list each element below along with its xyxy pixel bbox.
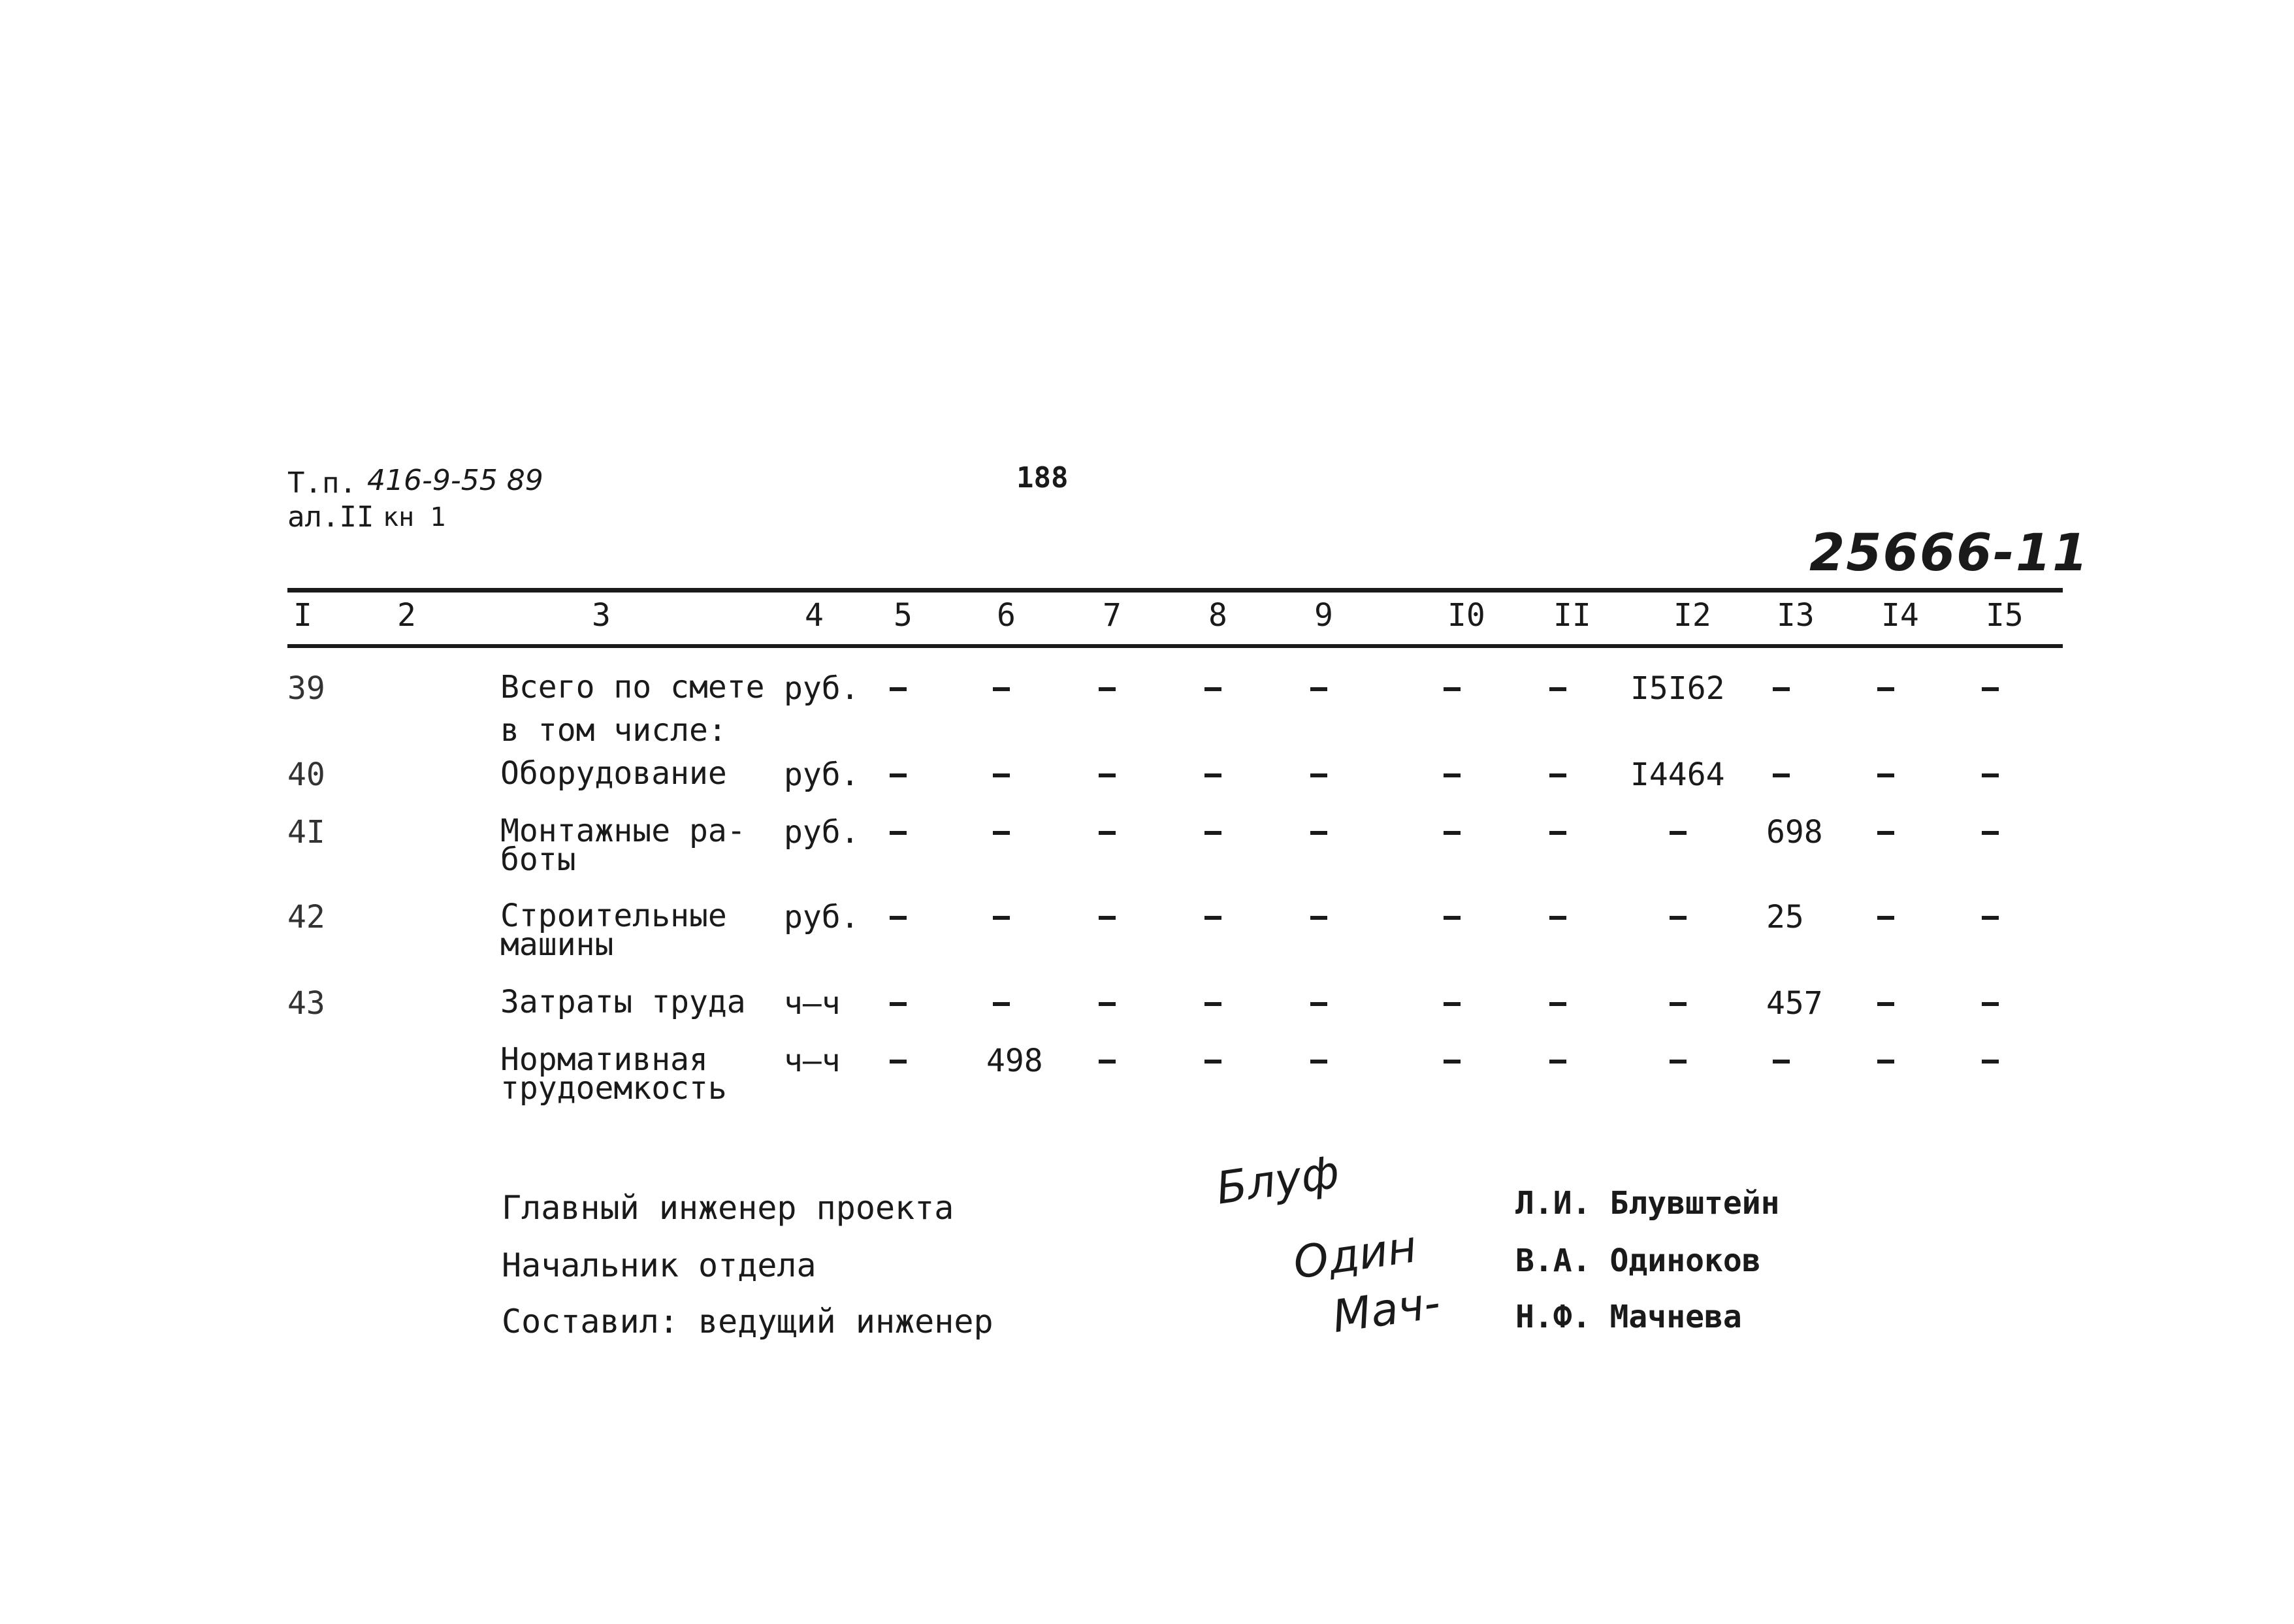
row-unit: ч–ч — [784, 1043, 841, 1079]
row-description: Затраты труда — [500, 984, 746, 1020]
empty-cell-dash — [1204, 1002, 1221, 1006]
column-number-12: I2 — [1673, 597, 1711, 634]
signatory-name: Л.И. Блувштейн — [1515, 1185, 1780, 1222]
row-number: 42 — [287, 899, 325, 935]
empty-cell-dash — [1877, 1002, 1894, 1006]
row-description: боты — [500, 841, 576, 878]
album-book: кн 1 — [383, 502, 446, 532]
signatory-role: Составил: ведущий инженер — [502, 1303, 994, 1340]
handwritten-signature: Блуф — [1213, 1146, 1343, 1215]
empty-cell-dash — [1204, 1060, 1221, 1064]
empty-cell-dash — [1549, 773, 1566, 777]
empty-cell-dash — [1982, 1002, 1999, 1006]
empty-cell-dash — [1982, 773, 1999, 777]
column-number-3: 3 — [592, 597, 611, 634]
empty-cell-dash — [993, 1002, 1010, 1006]
row-description: Монтажные ра- — [500, 813, 746, 849]
handwritten-signature: Мач- — [1329, 1276, 1444, 1344]
empty-cell-dash — [1204, 916, 1221, 920]
empty-cell-dash — [1204, 831, 1221, 835]
column-number-5: 5 — [894, 597, 913, 634]
empty-cell-dash — [890, 687, 907, 691]
empty-cell-dash — [993, 831, 1010, 835]
column-number-7: 7 — [1103, 597, 1122, 634]
value-cell: I4464 — [1630, 756, 1725, 793]
row-unit: руб. — [784, 899, 860, 935]
empty-cell-dash — [1099, 773, 1116, 777]
row-number: 4I — [287, 814, 325, 851]
row-unit: руб. — [784, 670, 860, 707]
empty-cell-dash — [993, 916, 1010, 920]
empty-cell-dash — [1877, 1060, 1894, 1064]
table-top-rule — [287, 588, 2063, 593]
empty-cell-dash — [1549, 831, 1566, 835]
column-number-11: II — [1553, 597, 1591, 634]
empty-cell-dash — [1444, 916, 1461, 920]
empty-cell-dash — [1099, 1060, 1116, 1064]
handwritten-signature: Один — [1290, 1221, 1420, 1290]
empty-cell-dash — [1773, 687, 1790, 691]
column-number-1: I — [293, 597, 312, 634]
signatory-role: Начальник отдела — [502, 1246, 816, 1284]
column-number-10: I0 — [1447, 597, 1485, 634]
empty-cell-dash — [1549, 687, 1566, 691]
value-cell: 457 — [1766, 985, 1823, 1022]
empty-cell-dash — [1982, 1060, 1999, 1064]
empty-cell-dash — [1773, 773, 1790, 777]
signatory-name: В.А. Одиноков — [1515, 1242, 1761, 1279]
empty-cell-dash — [1670, 1060, 1687, 1064]
column-number-8: 8 — [1208, 597, 1227, 634]
empty-cell-dash — [1310, 1002, 1327, 1006]
empty-cell-dash — [1877, 831, 1894, 835]
column-number-4: 4 — [805, 597, 824, 634]
empty-cell-dash — [1670, 916, 1687, 920]
doc-ref-number: 416-9-55 89 — [367, 464, 543, 497]
empty-cell-dash — [1549, 1060, 1566, 1064]
row-description: машины — [500, 926, 614, 963]
empty-cell-dash — [1099, 1002, 1116, 1006]
row-number: 43 — [287, 985, 325, 1022]
empty-cell-dash — [1877, 687, 1894, 691]
empty-cell-dash — [890, 916, 907, 920]
column-number-14: I4 — [1881, 597, 1919, 634]
empty-cell-dash — [993, 773, 1010, 777]
empty-cell-dash — [1310, 687, 1327, 691]
column-number-6: 6 — [997, 597, 1016, 634]
row-description: Оборудование — [500, 755, 727, 792]
empty-cell-dash — [1877, 773, 1894, 777]
page-number: 188 — [1016, 461, 1069, 495]
signatory-role: Главный инженер проекта — [502, 1189, 954, 1227]
empty-cell-dash — [1444, 1002, 1461, 1006]
row-description: Строительные — [500, 898, 727, 934]
empty-cell-dash — [1982, 831, 1999, 835]
row-description: Всего по смете — [500, 669, 765, 706]
empty-cell-dash — [890, 831, 907, 835]
column-number-15: I5 — [1986, 597, 2024, 634]
value-cell: 698 — [1766, 814, 1823, 851]
empty-cell-dash — [1670, 831, 1687, 835]
row-description: Нормативная — [500, 1041, 708, 1078]
row-number: 39 — [287, 670, 325, 707]
empty-cell-dash — [1982, 916, 1999, 920]
value-cell: I5I62 — [1630, 670, 1725, 707]
empty-cell-dash — [1670, 1002, 1687, 1006]
table-header-rule — [287, 644, 2063, 648]
row-description: трудоемкость — [500, 1070, 727, 1107]
empty-cell-dash — [1310, 1060, 1327, 1064]
empty-cell-dash — [1204, 773, 1221, 777]
value-cell: 498 — [986, 1043, 1043, 1079]
empty-cell-dash — [890, 1002, 907, 1006]
empty-cell-dash — [890, 773, 907, 777]
row-number: 40 — [287, 756, 325, 793]
empty-cell-dash — [1549, 916, 1566, 920]
album-prefix: ал.II — [287, 500, 374, 534]
row-unit: руб. — [784, 814, 860, 851]
empty-cell-dash — [1204, 687, 1221, 691]
column-number-13: I3 — [1777, 597, 1815, 634]
row-description: в том числе: — [500, 712, 727, 749]
empty-cell-dash — [1310, 831, 1327, 835]
empty-cell-dash — [993, 687, 1010, 691]
doc-ref-prefix: Т.п. — [287, 466, 357, 500]
empty-cell-dash — [1099, 687, 1116, 691]
empty-cell-dash — [890, 1060, 907, 1064]
column-number-9: 9 — [1314, 597, 1333, 634]
empty-cell-dash — [1444, 687, 1461, 691]
empty-cell-dash — [1982, 687, 1999, 691]
value-cell: 25 — [1766, 899, 1804, 935]
empty-cell-dash — [1444, 773, 1461, 777]
empty-cell-dash — [1444, 1060, 1461, 1064]
inventory-number: 25666-11 — [1809, 524, 2090, 583]
empty-cell-dash — [1877, 916, 1894, 920]
row-unit: руб. — [784, 756, 860, 793]
row-unit: ч–ч — [784, 985, 841, 1022]
empty-cell-dash — [1773, 1060, 1790, 1064]
empty-cell-dash — [1099, 831, 1116, 835]
empty-cell-dash — [1310, 773, 1327, 777]
column-number-2: 2 — [397, 597, 416, 634]
signatory-name: Н.Ф. Мачнева — [1515, 1299, 1742, 1335]
empty-cell-dash — [1099, 916, 1116, 920]
empty-cell-dash — [1549, 1002, 1566, 1006]
empty-cell-dash — [1310, 916, 1327, 920]
empty-cell-dash — [1444, 831, 1461, 835]
